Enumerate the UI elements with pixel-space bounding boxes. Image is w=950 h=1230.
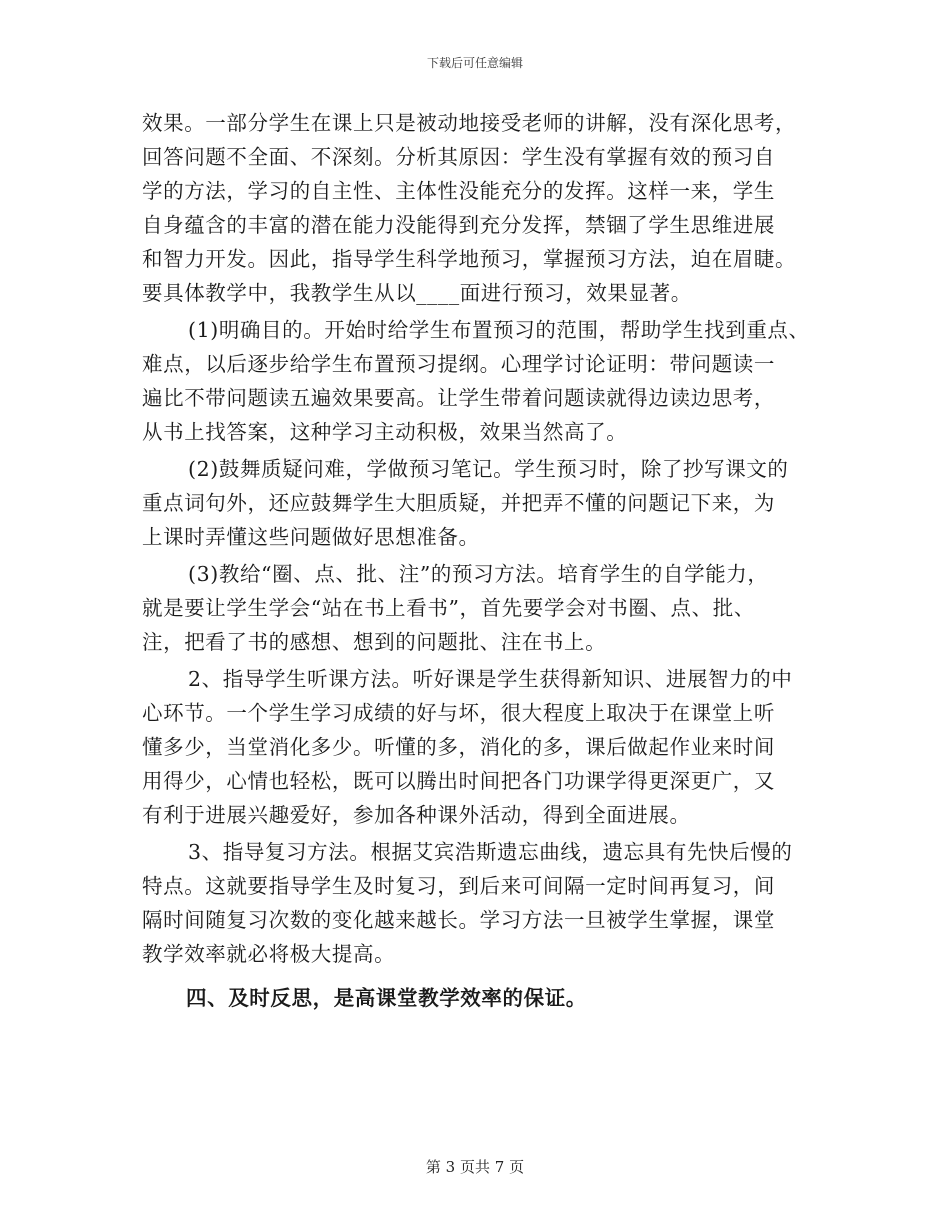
page-header: 下载后可任意编辑 [426,56,523,70]
text-line: (1)明确目的。开始时给学生布置预习的范围，帮助学生找到重点、 [188,318,810,342]
text-line: 心环节。一个学生学习成绩的好与坏，很大程度上取决于在课堂上听 [142,701,775,725]
text-line: 遍比不带问题读五遍效果要高。让学生带着问题读就得边读边思考， [142,386,775,410]
text-line: 3、指导复习方法。根据艾宾浩斯遗忘曲线，遗忘具有先快后慢的 [188,840,793,864]
text-line: 重点词句外，还应鼓舞学生大胆质疑，并把弄不懂的问题记下来，为 [142,491,775,515]
paragraph-4 [142,557,822,659]
paragraph-6 [142,835,822,971]
paragraph-3 [142,452,822,554]
paragraph-5 [142,662,822,832]
text-line: 教学效率就必将极大提高。 [142,942,396,966]
text-line: 就是要让学生学会“站在书上看书”，首先要学会对书圈、点、批、 [142,596,755,620]
section-heading: 四、及时反思，是高课堂教学效率的保证。 [186,986,587,1010]
text-line: 用得少，心情也轻松，既可以腾出时间把各门功课学得更深更广，又 [142,769,775,793]
text-line: 效果。一部分学生在课上只是被动地接受老师的讲解，没有深化思考， [142,111,797,135]
page-footer: 第 3 页共 7 页 [425,1158,525,1176]
text-line: (2)鼓舞质疑问难，学做预习笔记。学生预习时，除了抄写课文的 [188,457,789,481]
text-line: 懂多少，当堂消化多少。听懂的多，消化的多，课后做起作业来时间 [142,735,775,759]
text-line: 回答问题不全面、不深刻。分析其原因：学生没有掌握有效的预习自 [142,145,775,169]
text-line: 特点。这就要指导学生及时复习，到后来可间隔一定时间再复习，间 [142,874,775,898]
text-line: 自身蕴含的丰富的潜在能力没能得到充分发挥，禁锢了学生思维进展 [142,213,775,237]
text-line: 难点，以后逐步给学生布置预习提纲。心理学讨论证明：带问题读一 [142,352,775,376]
paragraph-1 [142,106,822,310]
text-line: 从书上找答案，这种学习主动积极，效果当然高了。 [142,420,628,444]
text-line: 有利于进展兴趣爱好，参加各种课外活动，得到全面进展。 [142,803,691,827]
text-line: 2、指导学生听课方法。听好课是学生获得新知识、进展智力的中 [188,667,793,691]
text-line: 隔时间随复习次数的变化越来越长。学习方法一旦被学生掌握，课堂 [142,908,775,932]
text-line: 和智力开发。因此，指导学生科学地预习，掌握预习方法，迫在眉睫。 [142,247,797,271]
text-line: 要具体教学中，我教学生从以____面进行预习，效果显著。 [142,281,692,305]
text-line: 学的方法，学习的自主性、主体性没能充分的发挥。这样一来，学生 [142,179,775,203]
text-line: (3)教给“圈、点、批、注”的预习方法。培育学生的自学能力， [188,562,769,586]
text-line: 注，把看了书的感想、想到的问题批、注在书上。 [142,630,607,654]
text-line: 上课时弄懂这些问题做好思想准备。 [142,525,480,549]
paragraph-2 [142,313,822,449]
document-body [142,106,822,1015]
